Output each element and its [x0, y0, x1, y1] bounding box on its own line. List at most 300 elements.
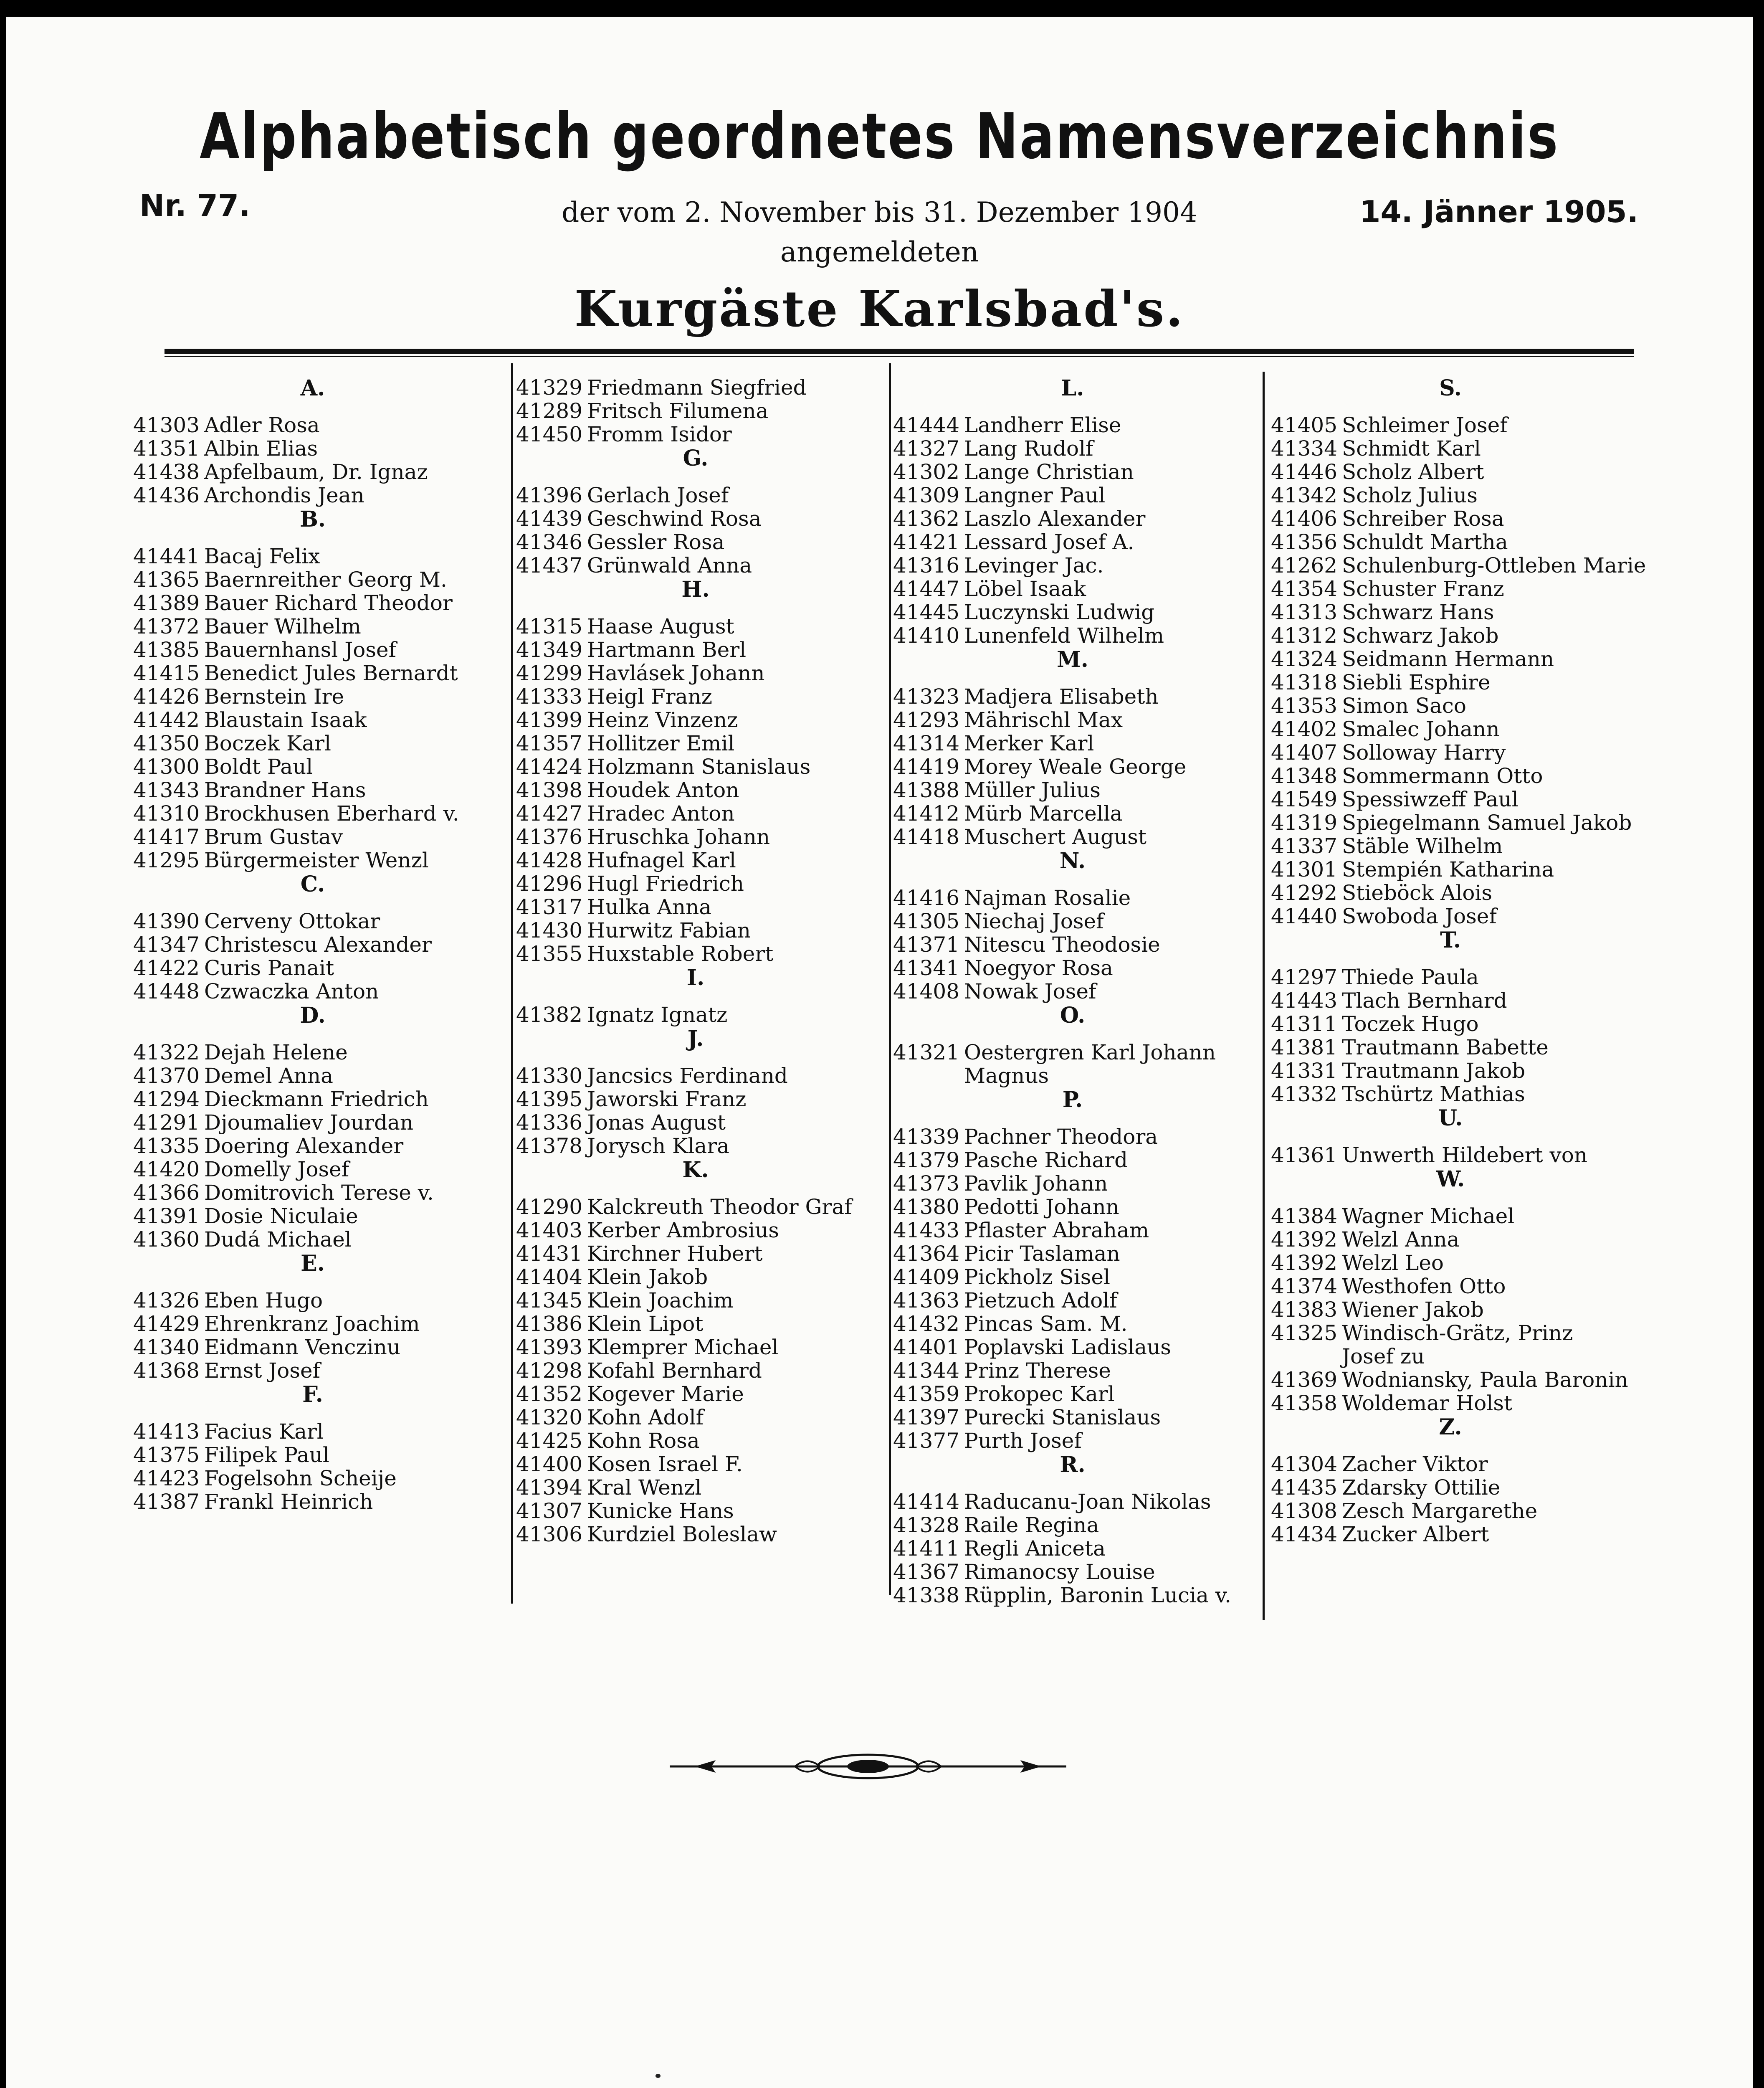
guest-entry — [1271, 1345, 1630, 1368]
guest-number: 41304 — [1271, 1452, 1338, 1476]
guest-number: 41391 — [133, 1204, 200, 1228]
guest-name: Purth Josef — [964, 1429, 1082, 1453]
guest-number: 41400 — [516, 1452, 583, 1476]
guest-number: 41298 — [516, 1358, 583, 1383]
guest-name: Kogever Marie — [587, 1382, 744, 1406]
guest-entry — [1271, 671, 1630, 694]
guest-number: 41421 — [893, 530, 960, 554]
guest-number: 41314 — [893, 731, 960, 755]
guest-number: 41347 — [133, 933, 200, 957]
guest-number: 41335 — [133, 1134, 200, 1158]
guest-name: Kohn Rosa — [587, 1429, 700, 1453]
guest-entry — [133, 956, 492, 980]
guest-entry — [893, 933, 1252, 956]
guest-number: 41419 — [893, 755, 960, 779]
section-letter: Z. — [1439, 1414, 1462, 1440]
guest-name: Geschwind Rosa — [587, 507, 762, 531]
guest-name: Westhofen Otto — [1342, 1274, 1506, 1298]
guest-name: Hurwitz Fabian — [587, 918, 751, 943]
guest-name: Fritsch Filumena — [587, 399, 769, 423]
guest-number: 41325 — [1271, 1321, 1338, 1345]
guest-number: 41438 — [133, 460, 200, 484]
guest-entry — [893, 484, 1252, 507]
guest-number: 41308 — [1271, 1499, 1338, 1523]
guest-entry — [1271, 741, 1630, 764]
guest-number: 41439 — [516, 507, 583, 531]
guest-name: Bernstein Ire — [204, 684, 344, 709]
guest-name: Raducanu-Joan Nikolas — [964, 1490, 1211, 1514]
guest-name: Muschert August — [964, 825, 1147, 849]
guest-number: 41406 — [1271, 507, 1338, 531]
guest-entry — [133, 1289, 492, 1312]
guest-entry — [516, 1312, 875, 1335]
guest-number: 41403 — [516, 1218, 583, 1242]
issue-date: 14. Jänner 1905. — [1359, 194, 1638, 229]
guest-entry — [133, 568, 492, 591]
guest-number: 41321 — [893, 1040, 960, 1064]
guest-name: Oestergren Karl Johann — [964, 1040, 1216, 1064]
guest-number: 41324 — [1271, 647, 1338, 671]
guest-entry — [516, 615, 875, 638]
guest-entry — [1271, 1499, 1630, 1523]
guest-name: Adler Rosa — [204, 413, 320, 437]
guest-name: Tlach Bernhard — [1342, 988, 1507, 1013]
guest-name: Zacher Viktor — [1342, 1452, 1488, 1476]
guest-name: Djoumaliev Jourdan — [204, 1110, 414, 1135]
guest-number: 41393 — [516, 1335, 583, 1359]
guest-name: Kerber Ambrosius — [587, 1218, 779, 1242]
guest-number: 41322 — [133, 1040, 200, 1064]
guest-name: Eidmann Venczinu — [204, 1335, 401, 1359]
guest-entry — [516, 778, 875, 802]
guest-number: 41420 — [133, 1157, 200, 1181]
guest-entry — [133, 437, 492, 460]
section-letter: S. — [1439, 375, 1462, 401]
guest-entry — [893, 1537, 1252, 1560]
section-letter: I. — [686, 965, 705, 991]
guest-number: 41338 — [893, 1583, 960, 1607]
guest-number: 41375 — [133, 1443, 200, 1467]
guest-number: 41317 — [516, 895, 583, 919]
guest-name: Jorysch Klara — [587, 1134, 729, 1158]
guest-number: 41445 — [893, 600, 960, 624]
guest-name: Hulka Anna — [587, 895, 712, 919]
guest-number: 41365 — [133, 568, 200, 592]
guest-number: 41385 — [133, 638, 200, 662]
guest-entry — [1271, 577, 1630, 601]
guest-entry — [133, 732, 492, 755]
guest-entry — [1271, 1275, 1630, 1298]
guest-number: 41395 — [516, 1087, 583, 1111]
header-rule — [165, 349, 1634, 354]
guest-number: 41310 — [133, 801, 200, 826]
guest-number: 41411 — [893, 1536, 960, 1561]
guest-entry — [133, 460, 492, 484]
guest-name: Dieckmann Friedrich — [204, 1087, 429, 1111]
guest-name: Gessler Rosa — [587, 530, 725, 554]
guest-number: 41413 — [133, 1419, 200, 1444]
guest-number: 41402 — [1271, 717, 1338, 741]
guest-number: 41352 — [516, 1382, 583, 1406]
section-letter: O. — [1060, 1003, 1086, 1028]
guest-number: 41378 — [516, 1134, 583, 1158]
guest-name: Zesch Margarethe — [1342, 1499, 1538, 1523]
ink-dot — [655, 2074, 661, 2078]
guest-number: 41262 — [1271, 553, 1338, 578]
guest-entry — [1271, 1204, 1630, 1228]
guest-number: 41363 — [893, 1288, 960, 1313]
guest-number: 41416 — [893, 886, 960, 910]
ornament-divider-icon — [670, 1752, 1066, 1781]
guest-name: Pavlik Johann — [964, 1171, 1108, 1196]
guest-number: 41379 — [893, 1148, 960, 1172]
guest-entry — [893, 1265, 1252, 1289]
guest-entry — [133, 755, 492, 778]
guest-name: Trautmann Babette — [1342, 1035, 1549, 1059]
section-letter: J. — [687, 1026, 704, 1052]
guest-name: Hradec Anton — [587, 801, 735, 826]
guest-entry — [133, 1064, 492, 1087]
guest-number: 41351 — [133, 436, 200, 461]
guest-name: Poplavski Ladislaus — [964, 1335, 1171, 1359]
guest-name: Bauer Richard Theodor — [204, 591, 453, 615]
guest-entry — [1271, 811, 1630, 834]
guest-number: 41374 — [1271, 1274, 1338, 1298]
guest-number: 41313 — [1271, 600, 1338, 624]
guest-number: 41387 — [133, 1490, 200, 1514]
guest-name: Josef zu — [1342, 1344, 1425, 1368]
guest-entry — [1271, 647, 1630, 671]
guest-number: 41366 — [133, 1181, 200, 1205]
guest-name: Scholz Julius — [1342, 483, 1478, 507]
guest-entry — [133, 685, 492, 708]
guest-number: 41389 — [133, 591, 200, 615]
guest-entry — [893, 778, 1252, 802]
section-letter: T. — [1440, 927, 1461, 953]
guest-entry — [516, 1289, 875, 1312]
guest-number: 41341 — [893, 956, 960, 980]
guest-name: Brum Gustav — [204, 825, 343, 849]
guest-entry — [893, 1148, 1252, 1172]
guest-entry — [893, 685, 1252, 708]
guest-number: 41382 — [516, 1003, 583, 1027]
guest-entry — [516, 1064, 875, 1087]
guest-entry — [893, 1335, 1252, 1359]
guest-entry — [516, 1265, 875, 1289]
guest-number: 41410 — [893, 623, 960, 648]
guest-name: Ehrenkranz Joachim — [204, 1312, 420, 1336]
guest-number — [1271, 1345, 1342, 1368]
guest-number: 41359 — [893, 1382, 960, 1406]
guest-entry — [516, 1523, 875, 1546]
guest-number: 41430 — [516, 918, 583, 943]
guest-entry — [893, 413, 1252, 437]
guest-entry — [133, 1467, 492, 1490]
guest-entry — [133, 933, 492, 956]
guest-number: 41311 — [1271, 1012, 1338, 1036]
guest-number: 41405 — [1271, 413, 1338, 437]
guest-name: Seidmann Hermann — [1342, 647, 1554, 671]
guest-number: 41383 — [1271, 1297, 1338, 1322]
guest-name: Gerlach Josef — [587, 483, 729, 507]
guest-name: Albin Elias — [204, 436, 318, 461]
guest-name: Sommermann Otto — [1342, 764, 1543, 788]
guest-number: 41334 — [1271, 436, 1338, 461]
guest-name: Woldemar Holst — [1342, 1391, 1513, 1415]
guest-name: Stempién Katharina — [1342, 857, 1554, 882]
guest-number: 41371 — [893, 933, 960, 957]
guest-entry — [1271, 413, 1630, 437]
guest-name: Scholz Albert — [1342, 460, 1484, 484]
name-column-1 — [133, 376, 492, 1513]
guest-number: 41390 — [133, 909, 200, 933]
guest-name: Friedmann Siegfried — [587, 375, 807, 400]
guest-entry — [1271, 1012, 1630, 1036]
guest-number: 41329 — [516, 375, 583, 400]
guest-number: 41429 — [133, 1312, 200, 1336]
section-letter: H. — [681, 577, 710, 602]
guest-name: Toczek Hugo — [1342, 1012, 1479, 1036]
section-letter: R. — [1060, 1452, 1086, 1477]
guest-name: Unwerth Hildebert von — [1342, 1143, 1588, 1167]
guest-entry — [133, 413, 492, 437]
guest-entry — [1271, 1228, 1630, 1251]
guest-name: Mürb Marcella — [964, 801, 1123, 826]
guest-name: Madjera Elisabeth — [964, 684, 1159, 709]
guest-number: 41356 — [1271, 530, 1338, 554]
guest-name: Hufnagel Karl — [587, 848, 736, 872]
guest-name: Boldt Paul — [204, 755, 313, 779]
guest-entry — [893, 802, 1252, 825]
guest-name: Bürgermeister Wenzl — [204, 848, 429, 872]
guest-number: 41344 — [893, 1358, 960, 1383]
guest-name: Luczynski Ludwig — [964, 600, 1155, 624]
guest-entry — [516, 484, 875, 507]
guest-name: Swoboda Josef — [1342, 904, 1497, 928]
guest-entry — [1271, 788, 1630, 811]
name-column-3 — [893, 376, 1252, 1607]
guest-number: 41294 — [133, 1087, 200, 1111]
guest-name: Havlásek Johann — [587, 661, 765, 685]
guest-name: Pincas Sam. M. — [964, 1312, 1128, 1336]
guest-entry — [516, 1406, 875, 1429]
guest-name: Lange Christian — [964, 460, 1134, 484]
guest-name: Wodniansky, Paula Baronin — [1342, 1368, 1628, 1392]
guest-number: 41377 — [893, 1429, 960, 1453]
guest-name: Pietzuch Adolf — [964, 1288, 1117, 1313]
guest-number: 41432 — [893, 1312, 960, 1336]
guest-number: 41422 — [133, 956, 200, 980]
guest-number: 41444 — [893, 413, 960, 437]
guest-number: 41388 — [893, 778, 960, 802]
guest-entry — [893, 460, 1252, 484]
guest-number: 41293 — [893, 708, 960, 732]
guest-name: Rimanocsy Louise — [964, 1560, 1155, 1584]
guest-number: 41292 — [1271, 881, 1338, 905]
guest-name: Kohn Adolf — [587, 1405, 704, 1429]
guest-name: Brandner Hans — [204, 778, 366, 802]
guest-entry — [893, 1041, 1252, 1064]
guest-number: 41417 — [133, 825, 200, 849]
guest-name: Stäble Wilhelm — [1342, 834, 1503, 858]
section-letter: E. — [301, 1251, 325, 1276]
guest-number: 41358 — [1271, 1391, 1338, 1415]
guest-entry — [516, 1242, 875, 1265]
section-letter: F. — [302, 1382, 323, 1407]
guest-number: 41425 — [516, 1429, 583, 1453]
guest-entry — [516, 895, 875, 919]
guest-entry — [893, 601, 1252, 624]
guest-name: Pasche Richard — [964, 1148, 1128, 1172]
guest-number: 41397 — [893, 1405, 960, 1429]
guest-number: 41326 — [133, 1288, 200, 1313]
guest-name: Kunicke Hans — [587, 1499, 734, 1523]
guest-entry — [516, 1452, 875, 1476]
guest-entry — [516, 1476, 875, 1499]
guest-entry — [133, 1041, 492, 1064]
guest-number: 41407 — [1271, 740, 1338, 765]
guest-entry — [516, 919, 875, 942]
guest-number: 41428 — [516, 848, 583, 872]
section-letter: N. — [1059, 848, 1086, 874]
guest-name: Schleimer Josef — [1342, 413, 1508, 437]
guest-name: Picir Taslaman — [964, 1242, 1120, 1266]
guest-entry — [133, 1158, 492, 1181]
guest-number: 41443 — [1271, 988, 1338, 1013]
guest-number: 41408 — [893, 979, 960, 1003]
guest-name: Dejah Helene — [204, 1040, 348, 1064]
guest-entry — [1271, 694, 1630, 717]
guest-entry — [1271, 717, 1630, 741]
guest-number: 41355 — [516, 942, 583, 966]
guest-number: 41394 — [516, 1475, 583, 1500]
guest-name: Eben Hugo — [204, 1288, 323, 1313]
guest-number: 41302 — [893, 460, 960, 484]
guest-number: 41348 — [1271, 764, 1338, 788]
guest-number: 41427 — [516, 801, 583, 826]
guest-number: 41401 — [893, 1335, 960, 1359]
guest-number: 41350 — [133, 731, 200, 755]
guest-entry — [133, 1490, 492, 1513]
guest-number: 41357 — [516, 731, 583, 755]
guest-name: Löbel Isaak — [964, 577, 1086, 601]
guest-name: Nowak Josef — [964, 979, 1096, 1003]
guest-name: Bauernhansl Josef — [204, 638, 397, 662]
guest-number: 41412 — [893, 801, 960, 826]
guest-number: 41360 — [133, 1227, 200, 1252]
guest-name: Merker Karl — [964, 731, 1094, 755]
guest-entry — [516, 399, 875, 423]
guest-entry — [1271, 1298, 1630, 1321]
guest-number: 41423 — [133, 1466, 200, 1490]
guest-name: Spessiwzeff Paul — [1342, 787, 1519, 811]
guest-entry — [516, 1195, 875, 1219]
guest-number: 41441 — [133, 544, 200, 568]
section-letter: A. — [300, 375, 325, 401]
guest-entry — [893, 755, 1252, 778]
guest-name: Prinz Therese — [964, 1358, 1111, 1383]
section-letter: L. — [1061, 375, 1084, 401]
guest-name: Bauer Wilhelm — [204, 614, 361, 639]
guest-number: 41396 — [516, 483, 583, 507]
guest-name: Curis Panait — [204, 956, 334, 980]
guest-name: Pickholz Sisel — [964, 1265, 1110, 1289]
guest-entry — [516, 376, 875, 399]
guest-number: 41349 — [516, 638, 583, 662]
guest-entry — [133, 545, 492, 568]
guest-number: 41431 — [516, 1242, 583, 1266]
guest-name: Müller Julius — [964, 778, 1101, 802]
guest-name: Ernst Josef — [204, 1358, 321, 1383]
guest-number: 41296 — [516, 872, 583, 896]
guest-number: 41309 — [893, 483, 960, 507]
guest-name: Christescu Alexander — [204, 933, 432, 957]
guest-entry — [133, 825, 492, 849]
guest-number: 41319 — [1271, 811, 1338, 835]
guest-number: 41372 — [133, 614, 200, 639]
guest-number: 41418 — [893, 825, 960, 849]
guest-entry — [893, 437, 1252, 460]
guest-number: 41340 — [133, 1335, 200, 1359]
guest-entry — [1271, 1368, 1630, 1391]
guest-number: 41414 — [893, 1490, 960, 1514]
guest-entry — [133, 1312, 492, 1335]
section-letter: B. — [299, 507, 326, 532]
guest-entry — [516, 530, 875, 554]
guest-name: Pachner Theodora — [964, 1125, 1158, 1149]
guest-entry — [1271, 1321, 1630, 1345]
guest-entry — [893, 507, 1252, 530]
guest-entry — [893, 1242, 1252, 1265]
guest-name: Hugl Friedrich — [587, 872, 744, 896]
guest-name: Rüpplin, Baronin Lucia v. — [964, 1583, 1231, 1607]
guest-name: Laszlo Alexander — [964, 507, 1146, 531]
guest-name: Demel Anna — [204, 1064, 333, 1088]
document-page — [6, 17, 1753, 2088]
guest-name: Morey Weale George — [964, 755, 1187, 779]
guest-entry — [893, 554, 1252, 577]
guest-number: 41440 — [1271, 904, 1338, 928]
guest-entry — [893, 708, 1252, 732]
guest-number: 41433 — [893, 1218, 960, 1242]
guest-entry — [893, 1289, 1252, 1312]
guest-entry — [893, 956, 1252, 980]
guest-entry — [893, 1172, 1252, 1195]
guest-number: 41435 — [1271, 1475, 1338, 1500]
guest-number: 41415 — [133, 661, 200, 685]
guest-name: Kalckreuth Theodor Graf — [587, 1195, 852, 1219]
guest-name: Zdarsky Ottilie — [1342, 1475, 1501, 1500]
guest-name: Kofahl Bernhard — [587, 1358, 762, 1383]
guest-number: 41404 — [516, 1265, 583, 1289]
guest-name: Cerveny Ottokar — [204, 909, 380, 933]
guest-entry — [516, 507, 875, 530]
guest-entry — [893, 1125, 1252, 1148]
guest-name: Prokopec Karl — [964, 1382, 1115, 1406]
guest-name: Pflaster Abraham — [964, 1218, 1149, 1242]
guest-number: 41291 — [133, 1110, 200, 1135]
guest-name: Stieböck Alois — [1342, 881, 1493, 905]
guest-entry — [133, 802, 492, 825]
guest-entry — [893, 1490, 1252, 1513]
guest-entry — [133, 661, 492, 685]
guest-number: 41290 — [516, 1195, 583, 1219]
guest-entry — [133, 778, 492, 802]
guest-name: Kirchner Hubert — [587, 1242, 763, 1266]
guest-entry — [1271, 989, 1630, 1012]
guest-name: Heigl Franz — [587, 684, 713, 709]
guest-name: Huxstable Robert — [587, 942, 774, 966]
